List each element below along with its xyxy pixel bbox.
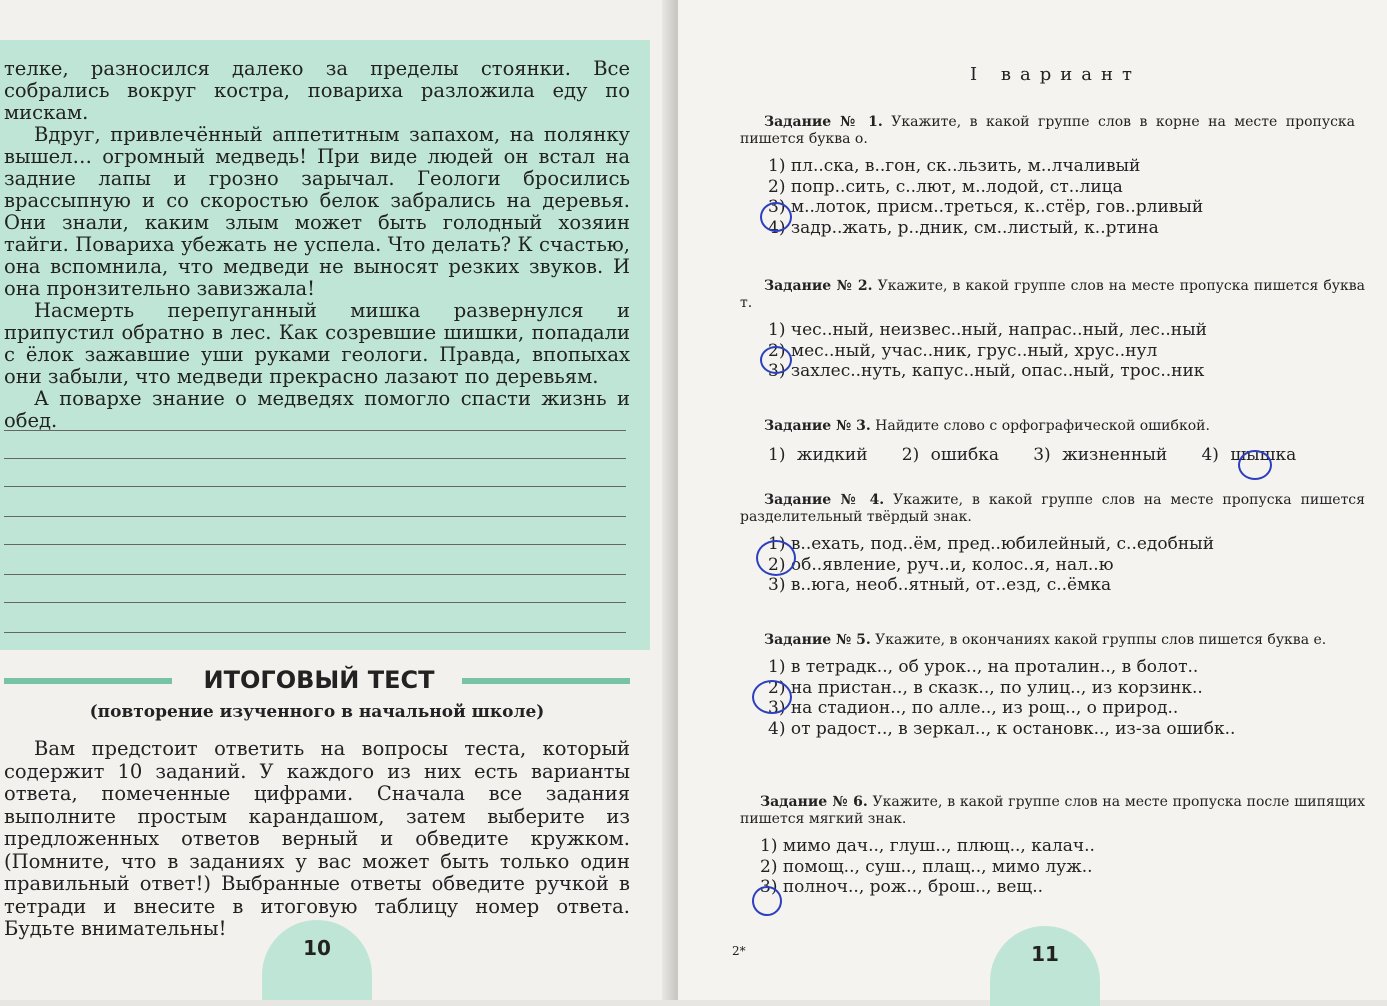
- answer-circle-mark: [752, 680, 792, 714]
- header-bar-right: [462, 678, 630, 684]
- story-paragraph: Насмерть перепуганный мишка развернулся и припустил обратно в лес. Как созревшие шишки, попадали с ёлок зажавшие уши руками геологи. Правда, впопыхах они забыли, что медведи прекрасно лазают по деревьям.: [4, 299, 630, 388]
- answer-line: [4, 544, 626, 545]
- task-label: Задание № 4.: [764, 492, 885, 508]
- option[interactable]: 3) захлес..нуть, капус..ный, опас..ный, трос..ник: [768, 361, 1205, 381]
- task-5: [740, 632, 1365, 739]
- answer-line: [4, 458, 626, 459]
- option[interactable]: 1) мимо дач.., глуш.., плющ.., калач..: [760, 836, 1095, 856]
- option[interactable]: 3) м..лоток, присм..треться, к..стёр, гов..рливый: [768, 197, 1204, 217]
- answer-circle-mark: [1238, 450, 1272, 480]
- test-header: [4, 666, 630, 696]
- left-page: [0, 0, 672, 1000]
- answer-circle-mark: [756, 540, 796, 576]
- option[interactable]: 2) ошибка: [901, 445, 1000, 465]
- answer-line: [4, 516, 626, 517]
- option[interactable]: 1) пл..ска, в..гон, ск..льзить, м..лчаливый: [768, 156, 1141, 176]
- story-text: [4, 58, 630, 432]
- option[interactable]: 4) задр..жать, р..дник, см..листый, к..ртина: [768, 217, 1159, 238]
- option[interactable]: 1) жидкий: [768, 445, 868, 465]
- option[interactable]: 2) попр..сить, с..лют, м..лодой, ст..лица: [768, 176, 1123, 197]
- task-3: [740, 418, 1365, 465]
- option[interactable]: 2) помощ.., суш.., плащ.., мимо луж..: [760, 856, 1093, 877]
- option[interactable]: 2) мес..ный, учас..ник, грус..ный, хрус..нул: [768, 340, 1158, 361]
- answer-circle-mark: [752, 886, 782, 916]
- task-label: Задание № 2.: [764, 278, 873, 294]
- task-question: Укажите, в какой группе слов в корне на месте пропуска пишется буква о.: [740, 114, 1356, 147]
- story-paragraph: Вдруг, привлечённый аппетитным запахом, на полянку вышел… огромный медведь! При виде людей он встал на задние лапы и грозно зарычал. Геологи бросились врассыпную и со скоростью белок забрались на деревья. Они знали, каким злым может быть голодный хозяин тайги. Повариха убежать не успела. Что делать? К счастью, она вспомнила, что медведи не выносят резких звуков. И она пронзительно завизжала!: [4, 123, 630, 300]
- task-6: [740, 794, 1365, 898]
- test-subtitle: (повторение изученного в начальной школе): [89, 702, 545, 722]
- option[interactable]: 3) на стадион.., по алле.., из рощ.., о природ..: [768, 698, 1179, 718]
- header-bar-left: [4, 678, 172, 684]
- task-question: Укажите, в какой группе слов на месте пропуска пишется буква т.: [740, 278, 1365, 311]
- answer-line: [4, 430, 626, 431]
- variant-title: I вариант: [970, 64, 1141, 85]
- test-title: ИТОГОВЫЙ ТЕСТ: [203, 666, 435, 694]
- story-paragraph: А повархе знание о медведях помогло спасти жизнь и обед.: [4, 387, 630, 432]
- answer-circle-mark: [760, 346, 792, 374]
- answer-circle-mark: [760, 202, 792, 232]
- test-intro: Вам предстоит ответить на вопросы теста, который содержит 10 заданий. У каждого из них есть варианты ответа, помеченные цифрами. Сначала все задания выполните простым карандашом, затем выберите из предложенных ответов верный и обведите кружком. (Помните, что в заданиях у вас может быть только один правильный ответ!) Выбранные ответы обведите ручкой в тетради и внесите в итоговую таблицу номер ответа. Будьте внимательны!: [4, 737, 630, 940]
- task-4: [740, 492, 1365, 596]
- option[interactable]: 4) от радост.., в зеркал.., к остановк.., из-за ошибк..: [768, 718, 1236, 739]
- option[interactable]: 3) полноч.., рож.., брош.., вещ..: [760, 877, 1044, 897]
- answer-line: [4, 602, 626, 603]
- page-number: 10: [262, 920, 372, 1000]
- task-1: [740, 114, 1355, 238]
- signature-mark: 2*: [732, 944, 746, 958]
- task-question: Укажите, в какой группе слов на месте пропуска пишется разделительный твёрдый знак.: [740, 492, 1365, 525]
- option[interactable]: 2) об..явление, руч..и, колос..я, нал..ю: [768, 554, 1114, 575]
- task-label: Задание № 5.: [764, 632, 871, 648]
- answer-line: [4, 632, 626, 633]
- task-label: Задание № 1.: [764, 114, 883, 130]
- task-question: Укажите, в окончаниях какой группы слов пишется буква е.: [875, 632, 1327, 648]
- answer-line: [4, 574, 626, 575]
- task-2: [740, 278, 1365, 382]
- task-question: Укажите, в какой группе слов на месте пропуска после шипящих пишется мягкий знак.: [740, 794, 1365, 827]
- option[interactable]: 1) в..ехать, под..ём, пред..юбилейный, с..едобный: [768, 534, 1215, 554]
- option[interactable]: 3) жизненный: [1033, 445, 1168, 465]
- story-paragraph: телке, разносился далеко за пределы стоянки. Все собрались вокруг костра, повариха разложила еду по мискам.: [4, 57, 630, 124]
- page-number: 11: [990, 926, 1100, 1006]
- option[interactable]: 3) в..юга, необ..ятный, от..езд, с..ёмка: [768, 575, 1112, 595]
- task-label: Задание № 6.: [760, 794, 868, 810]
- option[interactable]: 2) на пристан.., в сказк.., по улиц.., из корзинк..: [768, 677, 1203, 698]
- task-label: Задание № 3.: [764, 418, 871, 434]
- option[interactable]: 1) в тетрадк.., об урок.., на проталин.., в болот..: [768, 657, 1199, 677]
- answer-line: [4, 486, 626, 487]
- option[interactable]: 4) шышка: [1201, 445, 1297, 465]
- option[interactable]: 1) чес..ный, неизвес..ный, напрас..ный, лес..ный: [768, 320, 1207, 340]
- task-question: Найдите слово с орфографической ошибкой.: [875, 418, 1210, 434]
